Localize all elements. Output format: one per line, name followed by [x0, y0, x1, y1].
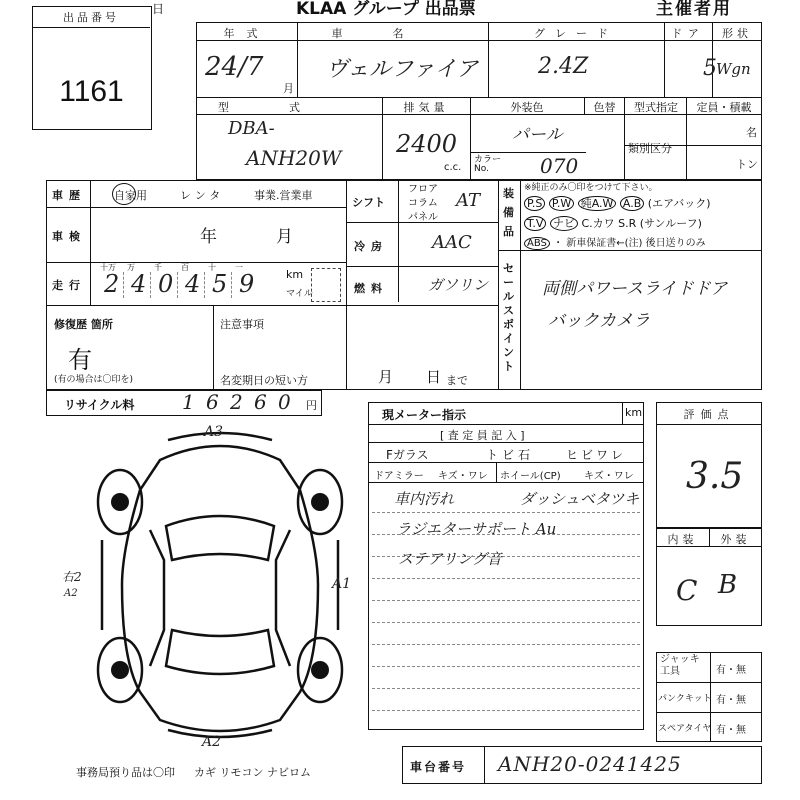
equip-sr: S.R	[618, 217, 637, 230]
equipment-line-2	[524, 215, 702, 231]
inspection-ruled-line	[372, 578, 640, 579]
mileage-digit-divider	[150, 272, 151, 298]
equip-ab-note: (エアバック)	[647, 197, 711, 210]
shift-label: シフト	[352, 196, 385, 209]
displacement-value: 2400	[396, 130, 458, 158]
glass-option-chip: トビ石	[486, 448, 535, 462]
mileage-digit-divider	[177, 272, 178, 298]
glass-label: Fガラス	[386, 448, 429, 462]
notice-label: 注意事項	[220, 318, 264, 331]
sales-point-line-2: バックカメラ	[548, 311, 650, 331]
equip-camera: C.カワ	[581, 217, 615, 230]
aircon-label: 冷房	[354, 240, 388, 253]
shaken-year: 年	[200, 227, 217, 247]
equip-sep: ・	[553, 238, 564, 249]
mileage-digit: 5	[212, 270, 228, 298]
mileage-digit-label: 万	[127, 263, 135, 272]
jack-option: 有・無	[716, 665, 746, 676]
chassis-number: ANH20-0241425	[498, 752, 682, 776]
deadline-label: 名変期日の短い方	[220, 374, 308, 387]
car-diagram	[90, 430, 350, 740]
mileage-digit: 4	[185, 270, 201, 298]
sales-point-line-1: 両側パワースライドドア	[542, 279, 728, 299]
equipment-line-3	[524, 234, 706, 249]
inspection-note: ダッシュベタツキ	[520, 490, 640, 508]
deadline-month: 月	[378, 368, 394, 386]
capacity-unit-ton: トン	[736, 158, 758, 171]
lot-number-box	[32, 6, 152, 130]
equipment-label: 装備品	[503, 187, 514, 238]
puncture-label: パンクキット	[658, 694, 712, 704]
mileage-unit-checkbox	[311, 268, 341, 302]
exterior-grade: B	[718, 570, 738, 600]
mileage-digit: 9	[239, 270, 255, 298]
mileage-digit-divider	[204, 272, 205, 298]
year-unit: 月	[283, 82, 294, 95]
meter-label: 現メーター指示	[382, 408, 467, 422]
equip-warranty-note: 後日送りのみ	[645, 238, 706, 249]
mileage-digit: 4	[131, 270, 147, 298]
inspector-title: [ 査 定 員 記 入 ]	[440, 429, 525, 442]
shaken-month: 月	[276, 227, 293, 247]
puncture-option: 有・無	[716, 695, 746, 706]
color-no-label: カラーNo.	[474, 155, 502, 174]
spare-label: スペアタイヤ	[658, 724, 712, 734]
equipment-note: ※純正のみ〇印をつけて下さい。	[524, 183, 658, 193]
inspection-ruled-line	[372, 710, 640, 711]
model-label: 型式	[218, 101, 360, 114]
mileage-unit-mile: マイル	[286, 289, 313, 299]
equip-navi: ナビ	[550, 216, 578, 231]
recycle-digit: 0	[278, 390, 291, 414]
diagram-label-right: A1	[332, 576, 352, 592]
mileage-digit-label: 千	[154, 263, 162, 272]
jack-label: ジャッキ工具	[660, 654, 700, 677]
inspection-ruled-line	[372, 512, 640, 513]
model-value-2: ANH20W	[246, 146, 342, 170]
sales-point-label: セールスポイント	[503, 262, 514, 373]
exterior-color-label: 外装色	[510, 101, 544, 114]
year-label: 年式	[223, 27, 270, 40]
grade-value: 2.4Z	[538, 54, 589, 79]
glass-option-crack: ヒビワレ	[566, 448, 627, 462]
car-name-value: ヴェルファイア	[326, 57, 479, 82]
inspection-note: ラジエターサポート Au	[396, 520, 557, 538]
mileage-digit-label: 百	[181, 263, 189, 272]
spare-option: 有・無	[716, 725, 746, 736]
chassis-label: 車台番号	[410, 760, 467, 774]
shift-floor: フロア	[408, 184, 438, 195]
shift-panel: パネル	[408, 212, 438, 223]
repair-note: (有の場合は〇印を)	[54, 375, 134, 385]
wheel-label: ホイール(CP)	[500, 471, 561, 482]
lot-number: 1161	[59, 75, 124, 108]
color-no-value: 070	[540, 154, 579, 178]
diagram-label-left-1: 右2	[62, 570, 82, 584]
shaken-label: 車検	[52, 230, 86, 243]
displacement-unit: c.c.	[444, 162, 462, 173]
equip-pw: P.W	[549, 196, 574, 211]
doors-label: ドア	[671, 27, 705, 40]
equip-abs: ABS	[524, 237, 550, 250]
office-items: カギ リモコン ナビロム	[194, 766, 311, 779]
history-business: 事業.営業車	[254, 189, 313, 202]
history-private: 自家用	[114, 189, 147, 202]
shift-value: AT	[456, 190, 481, 211]
mirror-option: キズ・ワレ	[438, 471, 488, 482]
equip-tv: T.V	[524, 216, 546, 231]
inspection-ruled-line	[372, 600, 640, 601]
doors-value: 5	[703, 56, 717, 81]
deadline-day: 日	[426, 368, 442, 386]
equipment-line-1	[524, 195, 711, 211]
recycle-label: リサイクル料	[64, 398, 135, 412]
history-label: 車歴	[52, 189, 86, 202]
wheel-option: キズ・ワレ	[584, 471, 634, 482]
diagram-label-left-2: A2	[64, 588, 78, 599]
grade-label-score: 評価点	[683, 408, 735, 421]
recycle-digit: 1	[182, 390, 195, 414]
deadline-suffix: まで	[446, 374, 468, 387]
category-label: 類別区分	[628, 142, 672, 155]
equip-aw: 純A.W	[578, 196, 617, 211]
header-day-label: 日	[152, 2, 165, 16]
recycle-digit: 6	[206, 390, 219, 414]
equip-ab: A.B	[620, 196, 644, 211]
shape-label: 形状	[722, 27, 752, 40]
company-title: KLAA グループ 出品票	[296, 0, 476, 19]
history-rental: レンタ	[180, 189, 225, 202]
year-value: 24/7	[205, 52, 264, 82]
recycle-digit: 6	[254, 390, 267, 414]
color-change-label: 色替	[593, 101, 616, 114]
capacity-unit-person: 名	[746, 126, 757, 139]
mileage-digit: 2	[104, 270, 120, 298]
inspection-note: ステアリング音	[398, 550, 502, 568]
shape-value: Wgn	[716, 60, 751, 78]
inspection-ruled-line	[372, 622, 640, 623]
fuel-label: 燃料	[354, 282, 388, 295]
grade-label: グレード	[534, 27, 618, 40]
model-value-1: DBA-	[228, 118, 275, 139]
mileage-unit-km: km	[286, 268, 304, 281]
mirror-label: ドアミラー	[374, 471, 424, 482]
repair-value: 有	[68, 346, 92, 374]
aircon-value: AAC	[432, 232, 472, 253]
mileage-digit-divider	[231, 272, 232, 298]
equip-ps: P.S	[524, 196, 545, 211]
model-spec-label: 型式指定	[634, 101, 678, 114]
lot-number-label: 出品番号	[63, 11, 119, 24]
diagram-label-top: A3	[204, 424, 224, 440]
inspection-ruled-line	[372, 666, 640, 667]
capacity-label: 定員・積載	[696, 101, 752, 114]
mileage-digit-divider	[123, 272, 124, 298]
mileage-digit: 0	[158, 270, 174, 298]
shift-column: コラム	[408, 198, 438, 209]
mileage-label: 走行	[52, 279, 86, 292]
inspection-note: 車内汚れ	[394, 490, 455, 508]
grade-score: 3.5	[686, 456, 744, 497]
interior-label: 内装	[667, 533, 698, 546]
fuel-value: ガソリン	[428, 276, 489, 294]
interior-grade: C	[676, 574, 698, 607]
meter-unit: km	[625, 406, 643, 419]
recycle-digit: 2	[230, 390, 243, 414]
repair-label: 修復歴 箇所	[54, 318, 113, 331]
history-private-circle	[112, 183, 136, 205]
mileage-digit-label: 一	[235, 263, 243, 272]
office-label: 事務局預り品は〇印	[76, 766, 175, 779]
inspection-ruled-line	[372, 688, 640, 689]
recycle-unit: 円	[306, 399, 317, 412]
organizer-label: 主催者用	[656, 0, 732, 19]
exterior-label: 外装	[720, 533, 751, 546]
equip-sr-note: (サンルーフ)	[639, 217, 702, 230]
diagram-label-bottom: A2	[202, 734, 222, 750]
exterior-color-value: パール	[512, 125, 563, 145]
mileage-digit-label: 十万	[100, 263, 116, 272]
car-name-label: 車名	[331, 27, 454, 40]
equip-warranty: 新車保証書←(注)	[566, 238, 643, 249]
mileage-digit-label: 十	[208, 263, 216, 272]
inspection-ruled-line	[372, 644, 640, 645]
displacement-label: 排気量	[403, 101, 449, 114]
